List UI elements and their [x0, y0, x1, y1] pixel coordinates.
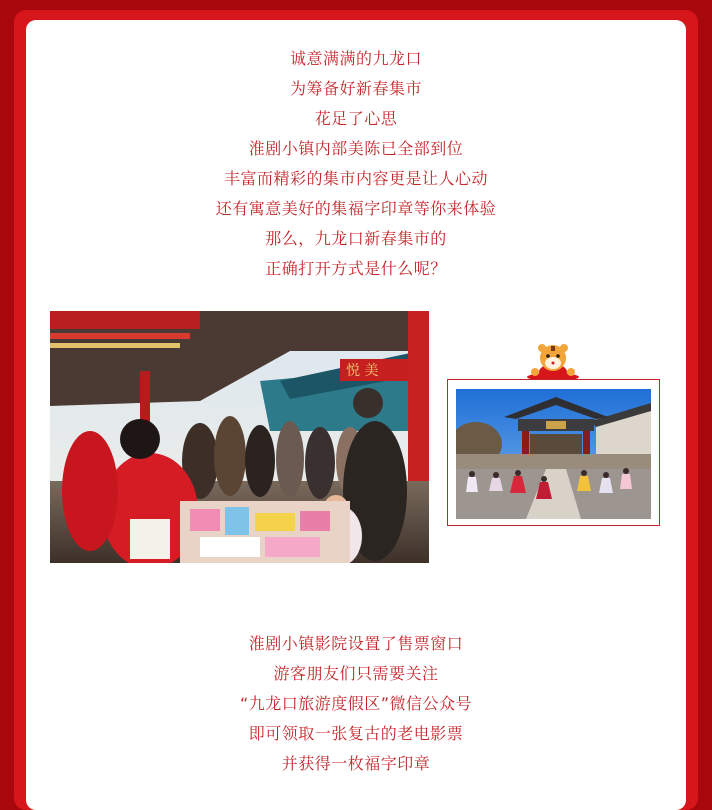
- intro-text: [0, 44, 712, 284]
- courtyard-photo[interactable]: [456, 389, 651, 519]
- market-photo[interactable]: [50, 311, 429, 563]
- courtyard-photo-frame: [447, 379, 660, 526]
- intro-line: 花足了心思: [314, 109, 398, 128]
- intro-line: 那么，九龙口新春集市的: [265, 229, 447, 248]
- intro-line: 淮剧小镇内部美陈已全部到位: [248, 139, 464, 158]
- outro-text: [0, 629, 712, 779]
- intro-line: 诚意满满的九龙口: [289, 49, 422, 68]
- tiger-mascot-icon: [523, 342, 583, 382]
- outro-line: 淮剧小镇影院设置了售票窗口: [248, 634, 464, 653]
- outro-line: 即可领取一张复古的老电影票: [248, 724, 464, 743]
- intro-line: 丰富而精彩的集市内容更是让人心动: [223, 169, 488, 188]
- intro-line: 还有寓意美好的集福字印章等你来体验: [215, 199, 497, 218]
- outro-line: 游客朋友们只需要关注: [273, 664, 439, 683]
- pavilion-sign-text: 悦 美: [346, 363, 379, 379]
- intro-line: 为筹备好新春集市: [289, 79, 422, 98]
- outro-line: 并获得一枚福字印章: [281, 754, 431, 773]
- intro-line: 正确打开方式是什么呢？: [265, 259, 447, 278]
- outro-line: “九龙口旅游度假区”微信公众号: [239, 694, 473, 713]
